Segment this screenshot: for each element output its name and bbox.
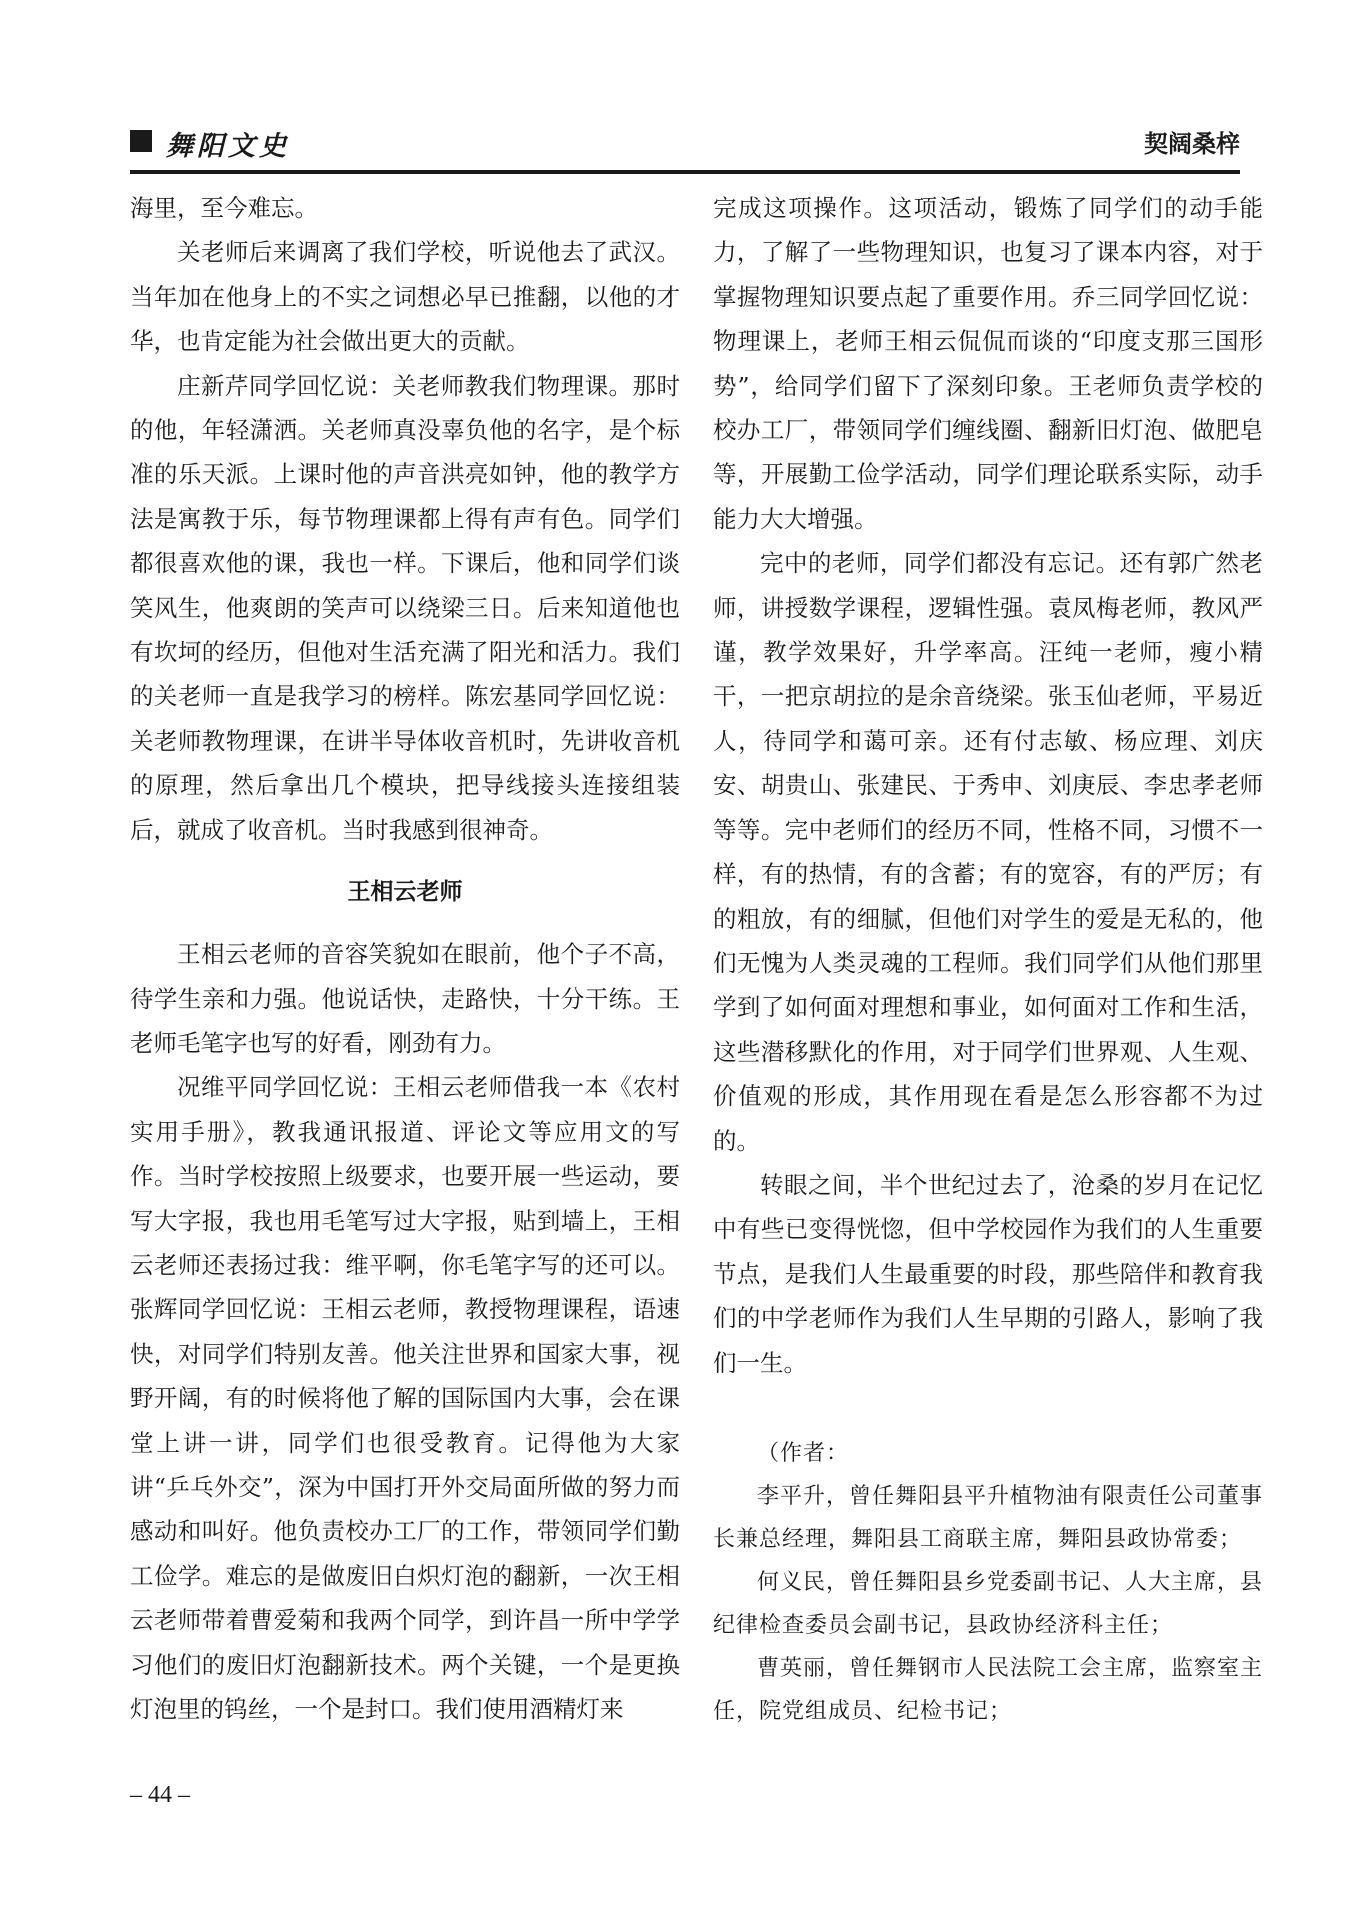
paragraph: 王相云老师的音容笑貌如在眼前，他个子不高，待学生亲和力强。他说话快，走路快，十分干练。王老师毛笔字也写的好看，刚劲有力。 — [130, 940, 680, 1057]
paragraph: 庄新芹同学回忆说：关老师教我们物理课。那时的他，年轻潇洒。关老师真没辜负他的名字，是个标准的乐天派。上课时他的声音洪亮如钟，他的教学方法是寓教于乐，每节物理课都上得有声有色。同学们都很喜欢他的课，我也一样。下课后，他和同学们谈笑风生，他爽朗的笑声可以绕梁三日。后来知道他也有坎坷的经历，但他对生活充满了阳光和活力。我们的关老师一直是我学习的榜样。陈宏基同学回忆说：关老师教物理课，在讲半导体收音机时，先讲收音机的原理，然后拿出几个模块，把导线接头连接组装后，就成了收音机。当时我感到很神奇。 — [130, 371, 680, 844]
paragraph: 关老师后来调离了我们学校，听说他去了武汉。当年加在他身上的不实之词想必早已推翻，以他的才华，也肯定能为社会做出更大的贡献。 — [130, 238, 680, 356]
author-notes — [713, 1431, 1263, 1732]
paragraph: 完中的老师，同学们都没有忘记。还有郭广然老师，讲授数学课程，逻辑性强。袁凤梅老师，教风严谨，教学效果好，升学率高。汪纯一老师，瘦小精干，一把京胡拉的是余音绕梁。张玉仙老师，平易近人，待同学和蔼可亲。还有付志敏、杨应理、刘庆安、胡贵山、张建民、于秀申、刘庚辰、李忠孝老师等等。完中老师们的经历不同，性格不同，习惯不一样，有的热情，有的含蓄；有的宽容，有的严厉；有的粗放，有的细腻，但他们对学生的爱是无私的，他们无愧为人类灵魂的工程师。我们同学们从他们那里学到了如何面对理想和事业，如何面对工作和生活，这些潜移默化的作用，对于同学们世界观、人生观、价值观的形成，其作用现在看是怎么形容都不为过的。 — [713, 549, 1263, 1155]
left-column — [130, 186, 680, 1731]
author-lead: （作者： — [757, 1439, 850, 1465]
page-number: – 44 – — [130, 1782, 190, 1808]
page-header — [130, 126, 1240, 174]
right-column — [713, 186, 1263, 1732]
author-entry: 李平升，曾任舞阳县平升植物油有限责任公司董事长兼总经理，舞阳县工商联主席，舞阳县政协常委； — [713, 1482, 1264, 1551]
paragraph: 完成这项操作。这项活动，锻炼了同学们的动手能力，了解了一些物理知识，也复习了课本内容，对于掌握物理知识要点起了重要作用。乔三同学回忆说：物理课上，老师王相云侃侃而谈的“印度支那三国形势”，给同学们留下了深刻印象。王老师负责学校的校办工厂，带领同学们缠线圈、翻新旧灯泡、做肥皂等，开展勤工俭学活动，同学们理论联系实际，动手能力大大增强。 — [713, 194, 1263, 533]
header-square-mark — [130, 130, 152, 152]
author-entry: 何义民，曾任舞阳县乡党委副书记、人大主席，县纪律检查委员会副书记，县政协经济科主任； — [713, 1568, 1264, 1637]
author-entry: 曹英丽，曾任舞钢市人民法院工会主席，监察室主任，院党组成员、纪检书记； — [713, 1654, 1264, 1723]
column-name: 契阔桑梓 — [1144, 130, 1240, 158]
paragraph: 况维平同学回忆说：王相云老师借我一本《农村实用手册》，教我通讯报道、评论文等应用文的写作。当时学校按照上级要求，也要开展一些运动，要写大字报，我也用毛笔写过大字报，贴到墙上，王相云老师还表扬过我：维平啊，你毛笔字写的还可以。张辉同学回忆说：王相云老师，教授物理课程，语速快，对同学们特别友善。他关注世界和国家大事，视野开阔，有的时候将他了解的国际国内大事，会在课堂上讲一讲，同学们也很受教育。记得他为大家讲“乒乓外交”，深为中国打开外交局面所做的努力而感动和叫好。他负责校办工厂的工作，带领同学们勤工俭学。难忘的是做废旧白炽灯泡的翻新，一次王相云老师带着曹爱菊和我两个同学，到许昌一所中学学习他们的废旧灯泡翻新技术。两个关键，一个是更换灯泡里的钨丝，一个是封口。我们使用酒精灯来 — [130, 1073, 680, 1723]
paragraph: 转眼之间，半个世纪过去了，沧桑的岁月在记忆中有些已变得恍惚，但中学校园作为我们的人生重要节点，是我们人生最重要的时段，那些陪伴和教育我们的中学老师作为我们人生早期的引路人，影响了我们一生。 — [713, 1170, 1263, 1377]
section-title: 王相云老师 — [347, 879, 463, 906]
publication-title: 舞阳文史 — [166, 131, 290, 162]
paragraph: 海里，至今难忘。 — [130, 194, 318, 222]
